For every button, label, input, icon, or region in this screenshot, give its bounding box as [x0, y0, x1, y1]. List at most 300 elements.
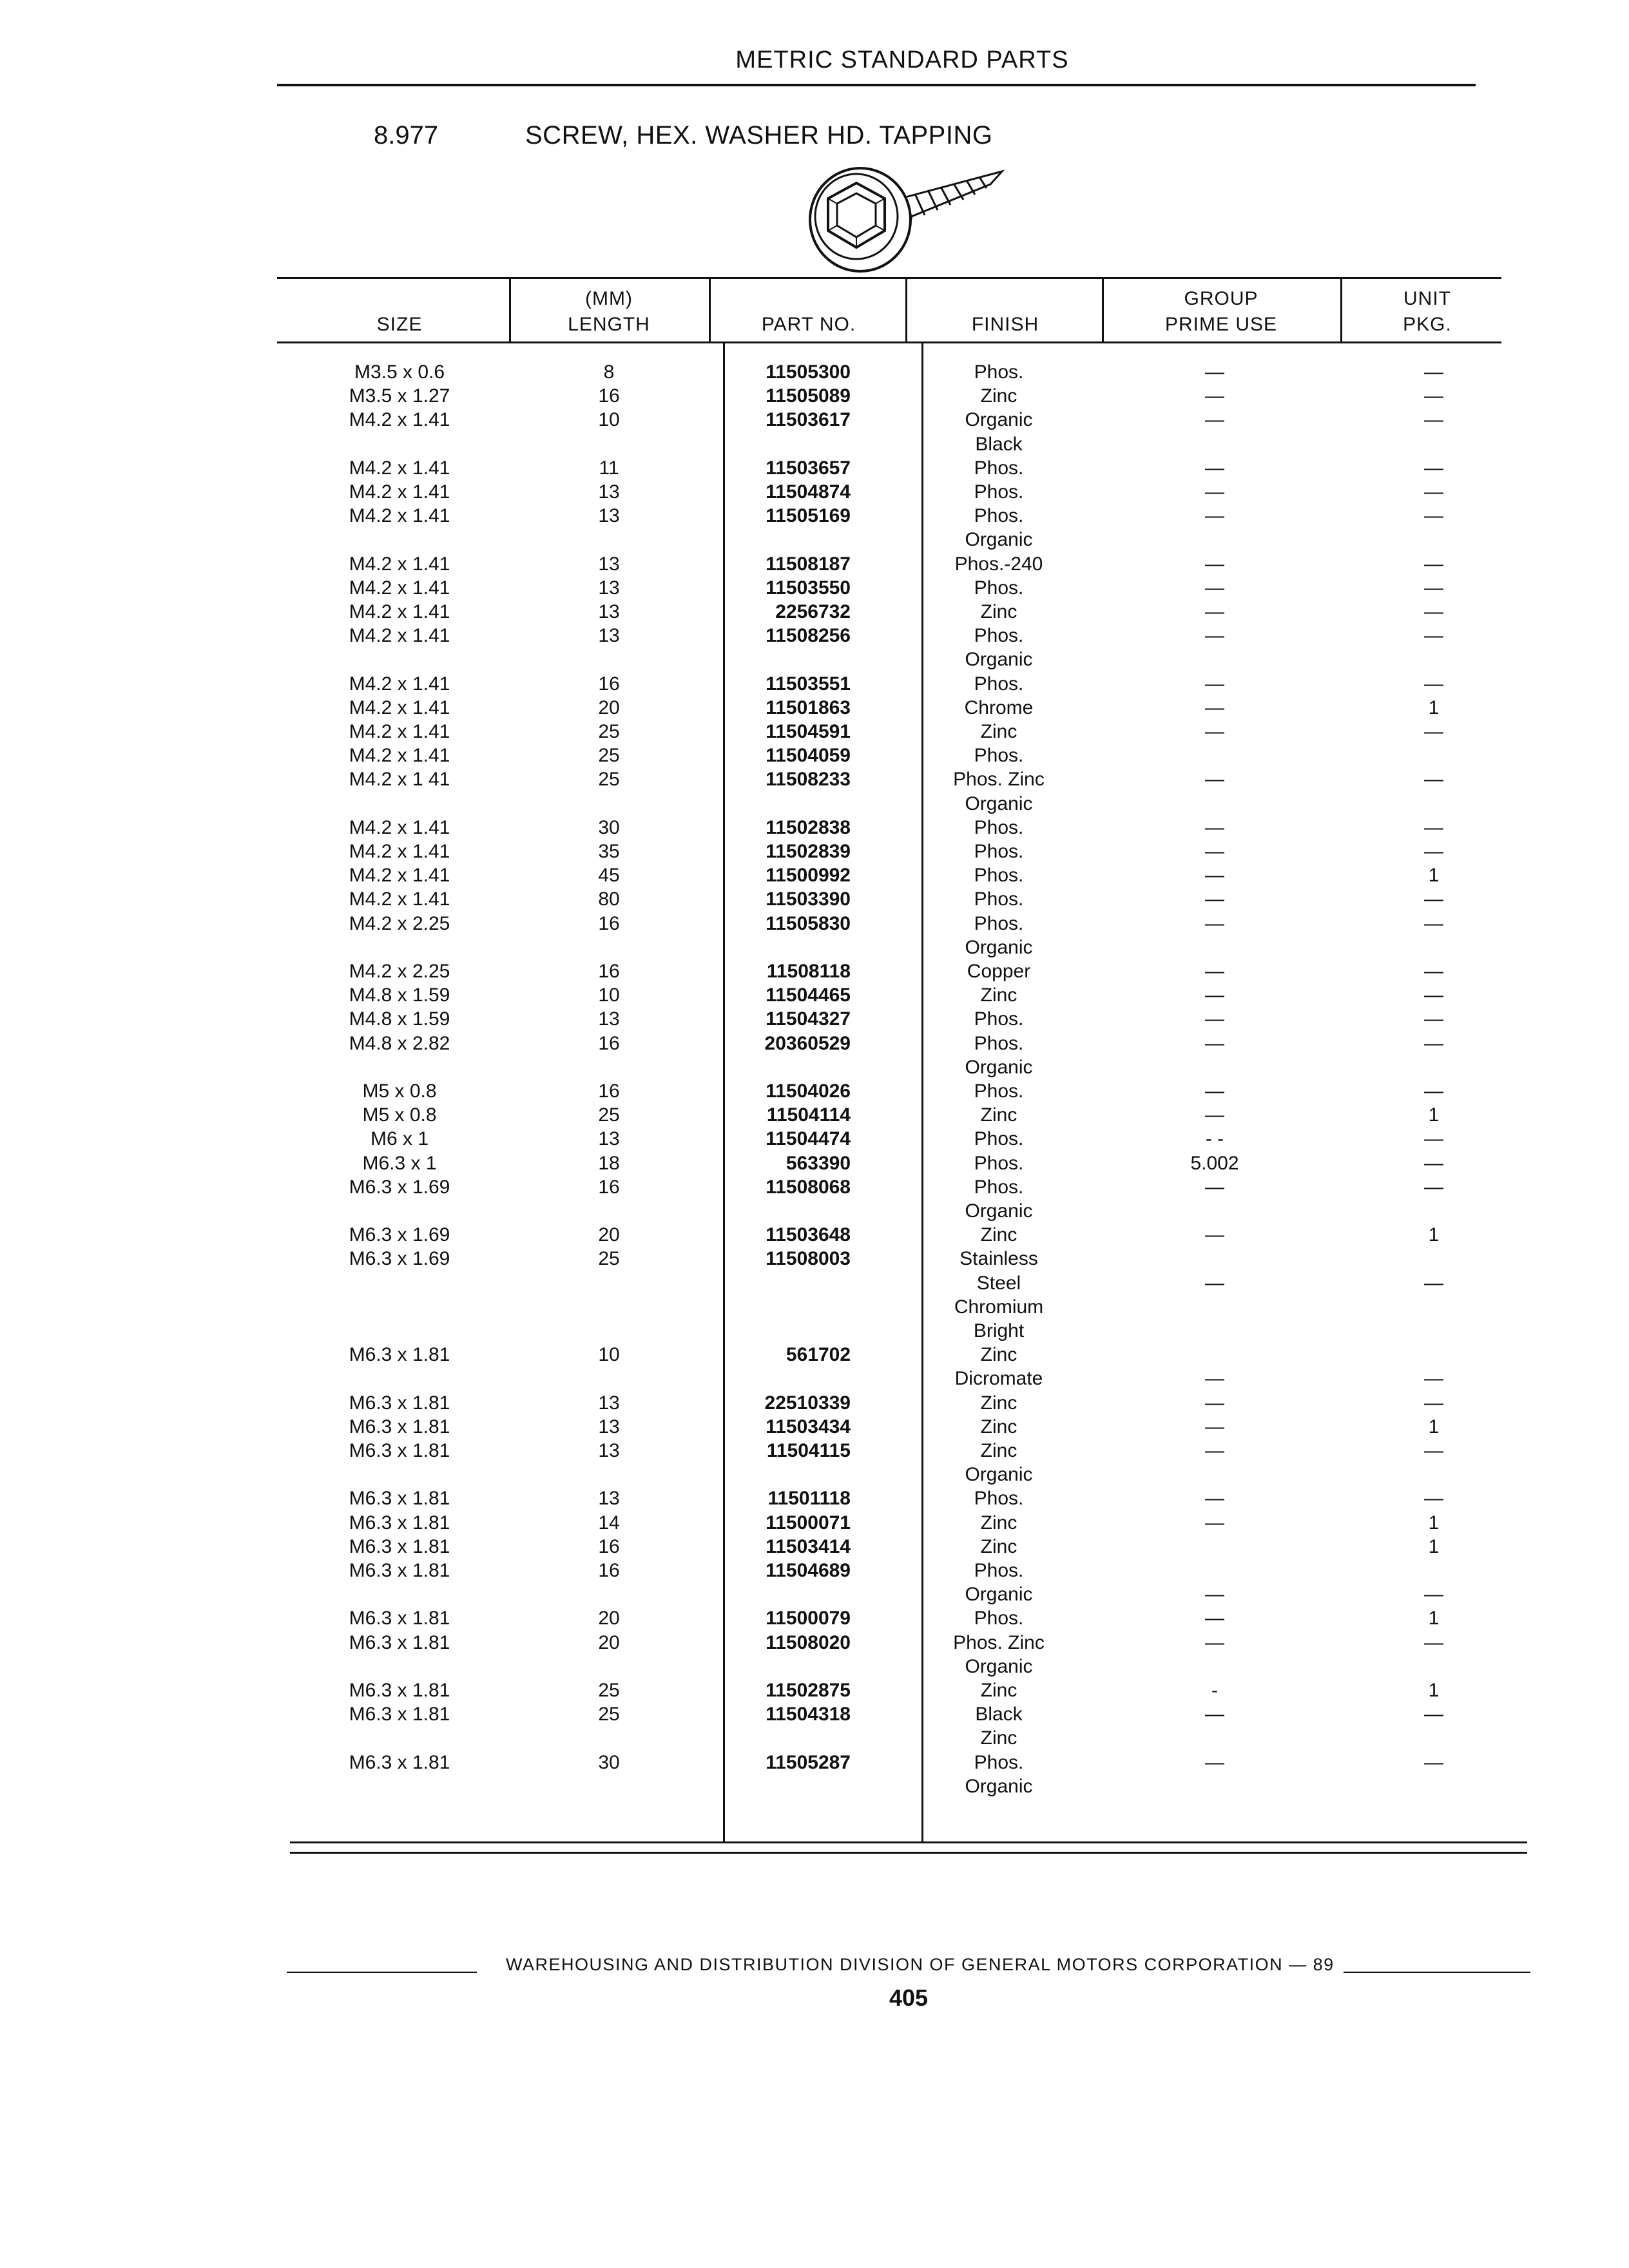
part-number-cell: 11500992	[766, 865, 851, 887]
header-length: LENGTH	[568, 314, 650, 335]
table-row	[0, 1558, 1629, 1584]
size-cell: M6.3 x 1.81	[349, 1560, 450, 1581]
finish-cell: Black	[975, 1704, 1023, 1725]
group-cell: —	[1205, 912, 1224, 934]
length-cell: 14	[598, 1512, 620, 1533]
group-cell: 5.002	[1190, 1152, 1239, 1174]
page-header-title: METRIC STANDARD PARTS	[735, 46, 1069, 73]
table-row	[0, 1774, 1629, 1800]
group-cell: —	[1205, 1032, 1224, 1054]
size-cell: M6.3 x 1.81	[349, 1680, 450, 1701]
group-cell: —	[1205, 1392, 1224, 1414]
size-cell: M4.2 x 1.41	[349, 601, 450, 622]
size-cell: M4.8 x 1.59	[349, 985, 450, 1006]
group-cell: —	[1205, 1608, 1224, 1629]
table-row	[0, 527, 1629, 553]
unit-pkg-cell: —	[1424, 961, 1443, 982]
footer-rule-left	[287, 1972, 477, 1973]
length-cell: 25	[598, 769, 620, 791]
group-cell: —	[1205, 1176, 1224, 1198]
unit-pkg-cell: —	[1424, 1081, 1443, 1102]
part-number-cell: 11503551	[766, 673, 851, 695]
table-row	[0, 911, 1629, 937]
header-prime-use: PRIME USE	[1164, 314, 1278, 335]
header-rule	[277, 84, 1476, 86]
group-cell: —	[1205, 553, 1224, 575]
group-cell: —	[1205, 601, 1224, 622]
finish-cell: Zinc	[980, 985, 1017, 1006]
table-row	[0, 1031, 1629, 1057]
table-row	[0, 1294, 1629, 1320]
table-row	[0, 983, 1629, 1008]
column-divider	[905, 277, 907, 341]
part-number-cell: 11504465	[766, 985, 851, 1006]
size-cell: M6.3 x 1.81	[349, 1512, 450, 1533]
finish-cell: Phos.	[974, 745, 1024, 767]
length-cell: 13	[598, 1392, 620, 1414]
length-cell: 13	[598, 577, 620, 599]
column-divider	[1102, 277, 1104, 341]
part-number-cell: 11504474	[766, 1128, 851, 1150]
part-number-cell: 11501118	[767, 1488, 851, 1510]
footer-rule-right	[1344, 1972, 1530, 1973]
finish-cell: Organic	[965, 793, 1033, 814]
header-length-unit: (MM)	[585, 288, 633, 309]
finish-cell: Organic	[965, 649, 1033, 671]
group-cell: —	[1205, 769, 1224, 791]
finish-cell: Phos.	[974, 1032, 1024, 1054]
part-number-cell: 2256732	[775, 601, 851, 622]
finish-cell: Phos.	[974, 1176, 1024, 1198]
table-row	[0, 1725, 1629, 1751]
length-cell: 18	[598, 1152, 620, 1174]
unit-pkg-cell: —	[1424, 1751, 1443, 1773]
finish-cell: Chromium	[954, 1296, 1044, 1318]
part-number-cell: 11505830	[766, 912, 851, 934]
size-cell: M4.2 x 1.41	[349, 625, 450, 647]
finish-cell: Zinc	[980, 1416, 1017, 1437]
part-number-cell: 11508187	[766, 553, 851, 575]
table-row	[0, 1151, 1629, 1177]
size-cell: M6.3 x 1.69	[349, 1224, 450, 1246]
part-number-cell: 11504689	[766, 1560, 851, 1581]
group-cell: —	[1205, 1584, 1224, 1606]
table-row	[0, 1582, 1629, 1608]
unit-pkg-cell: —	[1424, 385, 1443, 407]
part-number-cell: 11508233	[766, 769, 851, 791]
table-row	[0, 456, 1629, 481]
group-cell: —	[1205, 816, 1224, 838]
length-cell: 45	[598, 865, 620, 887]
finish-cell: Bright	[973, 1320, 1025, 1341]
unit-pkg-cell: —	[1424, 673, 1443, 695]
size-cell: M4.2 x 1.41	[349, 553, 450, 575]
unit-pkg-cell: —	[1424, 912, 1443, 934]
size-cell: M6.3 x 1.81	[349, 1608, 450, 1629]
length-cell: 35	[598, 841, 620, 862]
size-cell: M4.2 x 1.41	[349, 745, 450, 767]
length-cell: 16	[598, 912, 620, 934]
length-cell: 25	[598, 1104, 620, 1126]
part-number-cell: 11508003	[766, 1248, 851, 1270]
finish-cell: Organic	[965, 936, 1033, 958]
size-cell: M6.3 x 1.81	[349, 1631, 450, 1653]
table-row	[0, 1126, 1629, 1152]
finish-cell: Zinc	[980, 385, 1017, 407]
finish-cell: Organic	[965, 1200, 1033, 1222]
size-cell: M4.2 x 1.41	[349, 841, 450, 862]
finish-cell: Zinc	[980, 1535, 1017, 1557]
finish-cell: Phos.	[974, 889, 1024, 910]
length-cell: 16	[598, 1560, 620, 1581]
table-row	[0, 1750, 1629, 1776]
unit-pkg-cell: —	[1424, 1704, 1443, 1725]
header-finish: FINISH	[971, 314, 1039, 335]
table-row	[0, 623, 1629, 649]
part-number-cell: 11504115	[766, 1440, 851, 1461]
unit-pkg-cell: —	[1424, 601, 1443, 622]
length-cell: 11	[599, 457, 619, 479]
finish-cell: Phos.	[974, 816, 1024, 838]
size-cell: M4.2 x 2.25	[349, 961, 450, 982]
unit-pkg-cell: —	[1424, 577, 1443, 599]
part-number-cell: 11508068	[766, 1176, 851, 1198]
unit-pkg-cell: —	[1424, 816, 1443, 838]
unit-pkg-cell: —	[1424, 457, 1443, 479]
finish-cell: Organic	[965, 1056, 1033, 1078]
size-cell: M6.3 x 1.81	[349, 1344, 450, 1366]
part-number-cell: 11504591	[766, 721, 851, 742]
table-row	[0, 1702, 1629, 1727]
unit-pkg-cell: —	[1424, 985, 1443, 1006]
finish-cell: Phos.	[974, 1751, 1024, 1773]
part-number-cell: 11505300	[766, 361, 851, 383]
table-row	[0, 1055, 1629, 1081]
table-row	[0, 671, 1629, 697]
length-cell: 13	[598, 1416, 620, 1437]
group-cell: -	[1211, 1680, 1218, 1701]
unit-pkg-cell: —	[1424, 553, 1443, 575]
part-number-cell: 11504059	[766, 745, 851, 767]
part-number-cell: 11508256	[766, 625, 851, 647]
finish-cell: Phos.	[974, 1608, 1024, 1629]
finish-cell: Zinc	[980, 1727, 1017, 1749]
group-cell: —	[1205, 985, 1224, 1006]
unit-pkg-cell: 1	[1428, 1416, 1440, 1437]
unit-pkg-cell: —	[1424, 1032, 1443, 1054]
finish-cell: Organic	[965, 409, 1033, 431]
size-cell: M3.5 x 1.27	[349, 385, 450, 407]
finish-cell: Zinc	[980, 1104, 1017, 1126]
size-cell: M6.3 x 1.81	[349, 1440, 450, 1461]
part-number-cell: 11503434	[766, 1416, 851, 1437]
part-number-cell: 563390	[786, 1152, 851, 1174]
table-row	[0, 1438, 1629, 1464]
finish-cell: Organic	[965, 1584, 1033, 1606]
finish-cell: Phos. Zinc	[953, 1631, 1045, 1653]
size-cell: M5 x 0.8	[362, 1081, 437, 1102]
finish-cell: Phos.	[974, 481, 1024, 503]
table-row	[0, 959, 1629, 985]
group-cell: —	[1205, 1368, 1224, 1390]
table-row	[0, 1390, 1629, 1416]
finish-cell: Zinc	[980, 1224, 1017, 1246]
finish-cell: Phos.-240	[954, 553, 1043, 575]
table-row	[0, 1606, 1629, 1631]
table-row	[0, 1510, 1629, 1536]
table-row	[0, 1246, 1629, 1272]
length-cell: 25	[598, 745, 620, 767]
table-row	[0, 647, 1629, 673]
table-row	[0, 719, 1629, 745]
header-group: GROUP	[1184, 288, 1258, 309]
size-cell: M6 x 1	[370, 1128, 429, 1150]
group-cell: —	[1205, 481, 1224, 503]
table-row	[0, 552, 1629, 577]
finish-cell: Phos. Zinc	[953, 769, 1045, 791]
finish-cell: Phos.	[974, 505, 1024, 527]
group-cell: —	[1205, 1416, 1224, 1437]
finish-cell: Zinc	[980, 1512, 1017, 1533]
size-cell: M6.3 x 1.69	[349, 1176, 450, 1198]
header-pkg: PKG.	[1403, 314, 1452, 335]
size-cell: M6.3 x 1.81	[349, 1535, 450, 1557]
column-divider	[509, 277, 511, 341]
group-cell: —	[1205, 1488, 1224, 1510]
part-number-cell: 11503648	[766, 1224, 851, 1246]
group-cell: —	[1205, 385, 1224, 407]
table-bottom-rule-double	[290, 1852, 1527, 1854]
table-row	[0, 479, 1629, 505]
unit-pkg-cell: —	[1424, 1008, 1443, 1030]
table-row	[0, 1102, 1629, 1128]
unit-pkg-cell: —	[1424, 625, 1443, 647]
length-cell: 13	[598, 1440, 620, 1461]
part-number-cell: 11502875	[766, 1680, 851, 1701]
size-cell: M4.2 x 2.25	[349, 912, 450, 934]
part-number-cell: 561702	[786, 1344, 851, 1366]
part-number-cell: 11504318	[766, 1704, 851, 1725]
table-row	[0, 1006, 1629, 1032]
length-cell: 13	[598, 553, 620, 575]
table-row	[0, 1366, 1629, 1392]
finish-cell: Phos.	[974, 912, 1024, 934]
length-cell: 25	[598, 1248, 620, 1270]
group-cell: —	[1205, 1440, 1224, 1461]
length-cell: 25	[598, 1704, 620, 1725]
table-row	[0, 599, 1629, 625]
finish-cell: Dicromate	[954, 1368, 1043, 1390]
part-number-cell: 22510339	[764, 1392, 851, 1414]
part-number-cell: 11503414	[766, 1535, 851, 1557]
size-cell: M6.3 x 1	[362, 1152, 437, 1174]
table-row	[0, 1318, 1629, 1344]
size-cell: M4.2 x 1.41	[349, 481, 450, 503]
table-row	[0, 1678, 1629, 1704]
length-cell: 25	[598, 1680, 620, 1701]
unit-pkg-cell: —	[1424, 1392, 1443, 1414]
item-title: SCREW, HEX. WASHER HD. TAPPING	[525, 121, 993, 149]
table-row	[0, 407, 1629, 433]
group-cell: —	[1205, 1272, 1224, 1294]
length-cell: 16	[598, 1176, 620, 1198]
size-cell: M6.3 x 1.81	[349, 1416, 450, 1437]
group-cell: —	[1205, 961, 1224, 982]
unit-pkg-cell: —	[1424, 1128, 1443, 1150]
finish-cell: Zinc	[980, 1680, 1017, 1701]
unit-pkg-cell: —	[1424, 1152, 1443, 1174]
finish-cell: Stainless	[959, 1248, 1038, 1270]
group-cell: —	[1205, 865, 1224, 887]
size-cell: M4.2 x 1.41	[349, 816, 450, 838]
group-cell: —	[1205, 1704, 1224, 1725]
group-cell: —	[1205, 697, 1224, 718]
size-cell: M4.2 x 1.41	[349, 505, 450, 527]
length-cell: 10	[598, 985, 620, 1006]
part-number-cell: 11504114	[766, 1104, 851, 1126]
unit-pkg-cell: 1	[1428, 1608, 1440, 1629]
group-cell: —	[1205, 1081, 1224, 1102]
size-cell: M6.3 x 1.69	[349, 1248, 450, 1270]
header-unit: UNIT	[1403, 288, 1451, 309]
table-row	[0, 383, 1629, 409]
unit-pkg-cell: —	[1424, 361, 1443, 383]
table-row	[0, 360, 1629, 385]
column-divider	[1340, 277, 1342, 341]
group-cell: —	[1205, 1104, 1224, 1126]
part-number-cell: 11502839	[766, 841, 851, 862]
group-cell: —	[1205, 841, 1224, 862]
part-number-cell: 20360529	[764, 1032, 851, 1054]
table-row	[0, 695, 1629, 721]
unit-pkg-cell: —	[1424, 1272, 1443, 1294]
unit-pkg-cell: 1	[1428, 865, 1440, 887]
unit-pkg-cell: —	[1424, 1631, 1443, 1653]
unit-pkg-cell: —	[1424, 841, 1443, 862]
finish-cell: Organic	[965, 529, 1033, 551]
group-cell: —	[1205, 673, 1224, 695]
part-number-cell: 11502838	[766, 816, 851, 838]
length-cell: 10	[598, 1344, 620, 1366]
finish-cell: Phos.	[974, 1488, 1024, 1510]
finish-cell: Zinc	[980, 1392, 1017, 1414]
table-row	[0, 1198, 1629, 1224]
group-cell: —	[1205, 721, 1224, 742]
part-number-cell: 11500079	[766, 1608, 851, 1629]
finish-cell: Zinc	[980, 601, 1017, 622]
group-cell: —	[1205, 889, 1224, 910]
finish-cell: Phos.	[974, 865, 1024, 887]
table-row	[0, 1222, 1629, 1248]
table-row	[0, 935, 1629, 961]
table-row	[0, 767, 1629, 793]
table-row	[0, 791, 1629, 817]
table-bottom-rule	[290, 1841, 1527, 1843]
unit-pkg-cell: 1	[1428, 1224, 1440, 1246]
group-cell: —	[1205, 577, 1224, 599]
unit-pkg-cell: —	[1424, 1584, 1443, 1606]
finish-cell: Phos.	[974, 1152, 1024, 1174]
unit-pkg-cell: —	[1424, 1488, 1443, 1510]
finish-cell: Phos.	[974, 1081, 1024, 1102]
unit-pkg-cell: —	[1424, 505, 1443, 527]
table-row	[0, 1630, 1629, 1656]
finish-cell: Chrome	[964, 697, 1034, 718]
finish-cell: Zinc	[980, 721, 1017, 742]
length-cell: 16	[598, 1081, 620, 1102]
footer-text: WAREHOUSING AND DISTRIBUTION DIVISION OF GENERAL MOTORS CORPORATION — 89	[506, 1955, 1335, 1974]
table-row	[0, 743, 1629, 769]
header-size: SIZE	[376, 314, 423, 335]
size-cell: M4.2 x 1.41	[349, 577, 450, 599]
header-part-no: PART NO.	[761, 314, 856, 335]
size-cell: M4.2 x 1 41	[349, 769, 450, 791]
part-number-cell: 11503617	[766, 409, 851, 431]
unit-pkg-cell: —	[1424, 481, 1443, 503]
table-row	[0, 1175, 1629, 1200]
length-cell: 13	[598, 1008, 620, 1030]
finish-cell: Phos.	[974, 1008, 1024, 1030]
finish-cell: Organic	[965, 1464, 1033, 1486]
group-cell: —	[1205, 1512, 1224, 1533]
part-number-cell: 11501863	[766, 697, 851, 718]
unit-pkg-cell: 1	[1428, 1512, 1440, 1533]
table-header-rule	[277, 341, 1501, 343]
finish-cell: Steel	[976, 1272, 1021, 1294]
finish-cell: Phos.	[974, 361, 1024, 383]
unit-pkg-cell: —	[1424, 1440, 1443, 1461]
table-row	[0, 1534, 1629, 1560]
length-cell: 13	[598, 625, 620, 647]
length-cell: 25	[598, 721, 620, 742]
part-number-cell: 11504026	[766, 1081, 851, 1102]
unit-pkg-cell: 1	[1428, 1104, 1440, 1126]
group-cell: —	[1205, 361, 1224, 383]
size-cell: M4.2 x 1.41	[349, 673, 450, 695]
group-cell: —	[1205, 1751, 1224, 1773]
unit-pkg-cell: —	[1424, 889, 1443, 910]
part-number-cell: 11503550	[766, 577, 851, 599]
unit-pkg-cell: —	[1424, 721, 1443, 742]
length-cell: 20	[598, 1631, 620, 1653]
group-cell: —	[1205, 457, 1224, 479]
part-number-cell: 11504327	[766, 1008, 851, 1030]
part-number-cell: 11508118	[766, 961, 851, 982]
size-cell: M4.2 x 1.41	[349, 409, 450, 431]
unit-pkg-cell: —	[1424, 1368, 1443, 1390]
size-cell: M4.2 x 1.41	[349, 457, 450, 479]
finish-cell: Zinc	[980, 1440, 1017, 1461]
finish-cell: Phos.	[974, 841, 1024, 862]
table-row	[0, 815, 1629, 841]
table-row	[0, 1271, 1629, 1296]
table-row	[0, 503, 1629, 529]
unit-pkg-cell: —	[1424, 1176, 1443, 1198]
size-cell: M6.3 x 1.81	[349, 1392, 450, 1414]
finish-cell: Copper	[967, 961, 1031, 982]
page-number: 405	[889, 1984, 929, 2011]
length-cell: 16	[598, 961, 620, 982]
length-cell: 13	[598, 1488, 620, 1510]
length-cell: 13	[598, 601, 620, 622]
part-number-cell: 11508020	[766, 1631, 851, 1653]
group-cell: —	[1205, 1008, 1224, 1030]
table-row	[0, 863, 1629, 889]
length-cell: 20	[598, 1224, 620, 1246]
group-cell: - -	[1205, 1128, 1224, 1150]
column-divider	[709, 277, 711, 341]
finish-cell: Phos.	[974, 625, 1024, 647]
